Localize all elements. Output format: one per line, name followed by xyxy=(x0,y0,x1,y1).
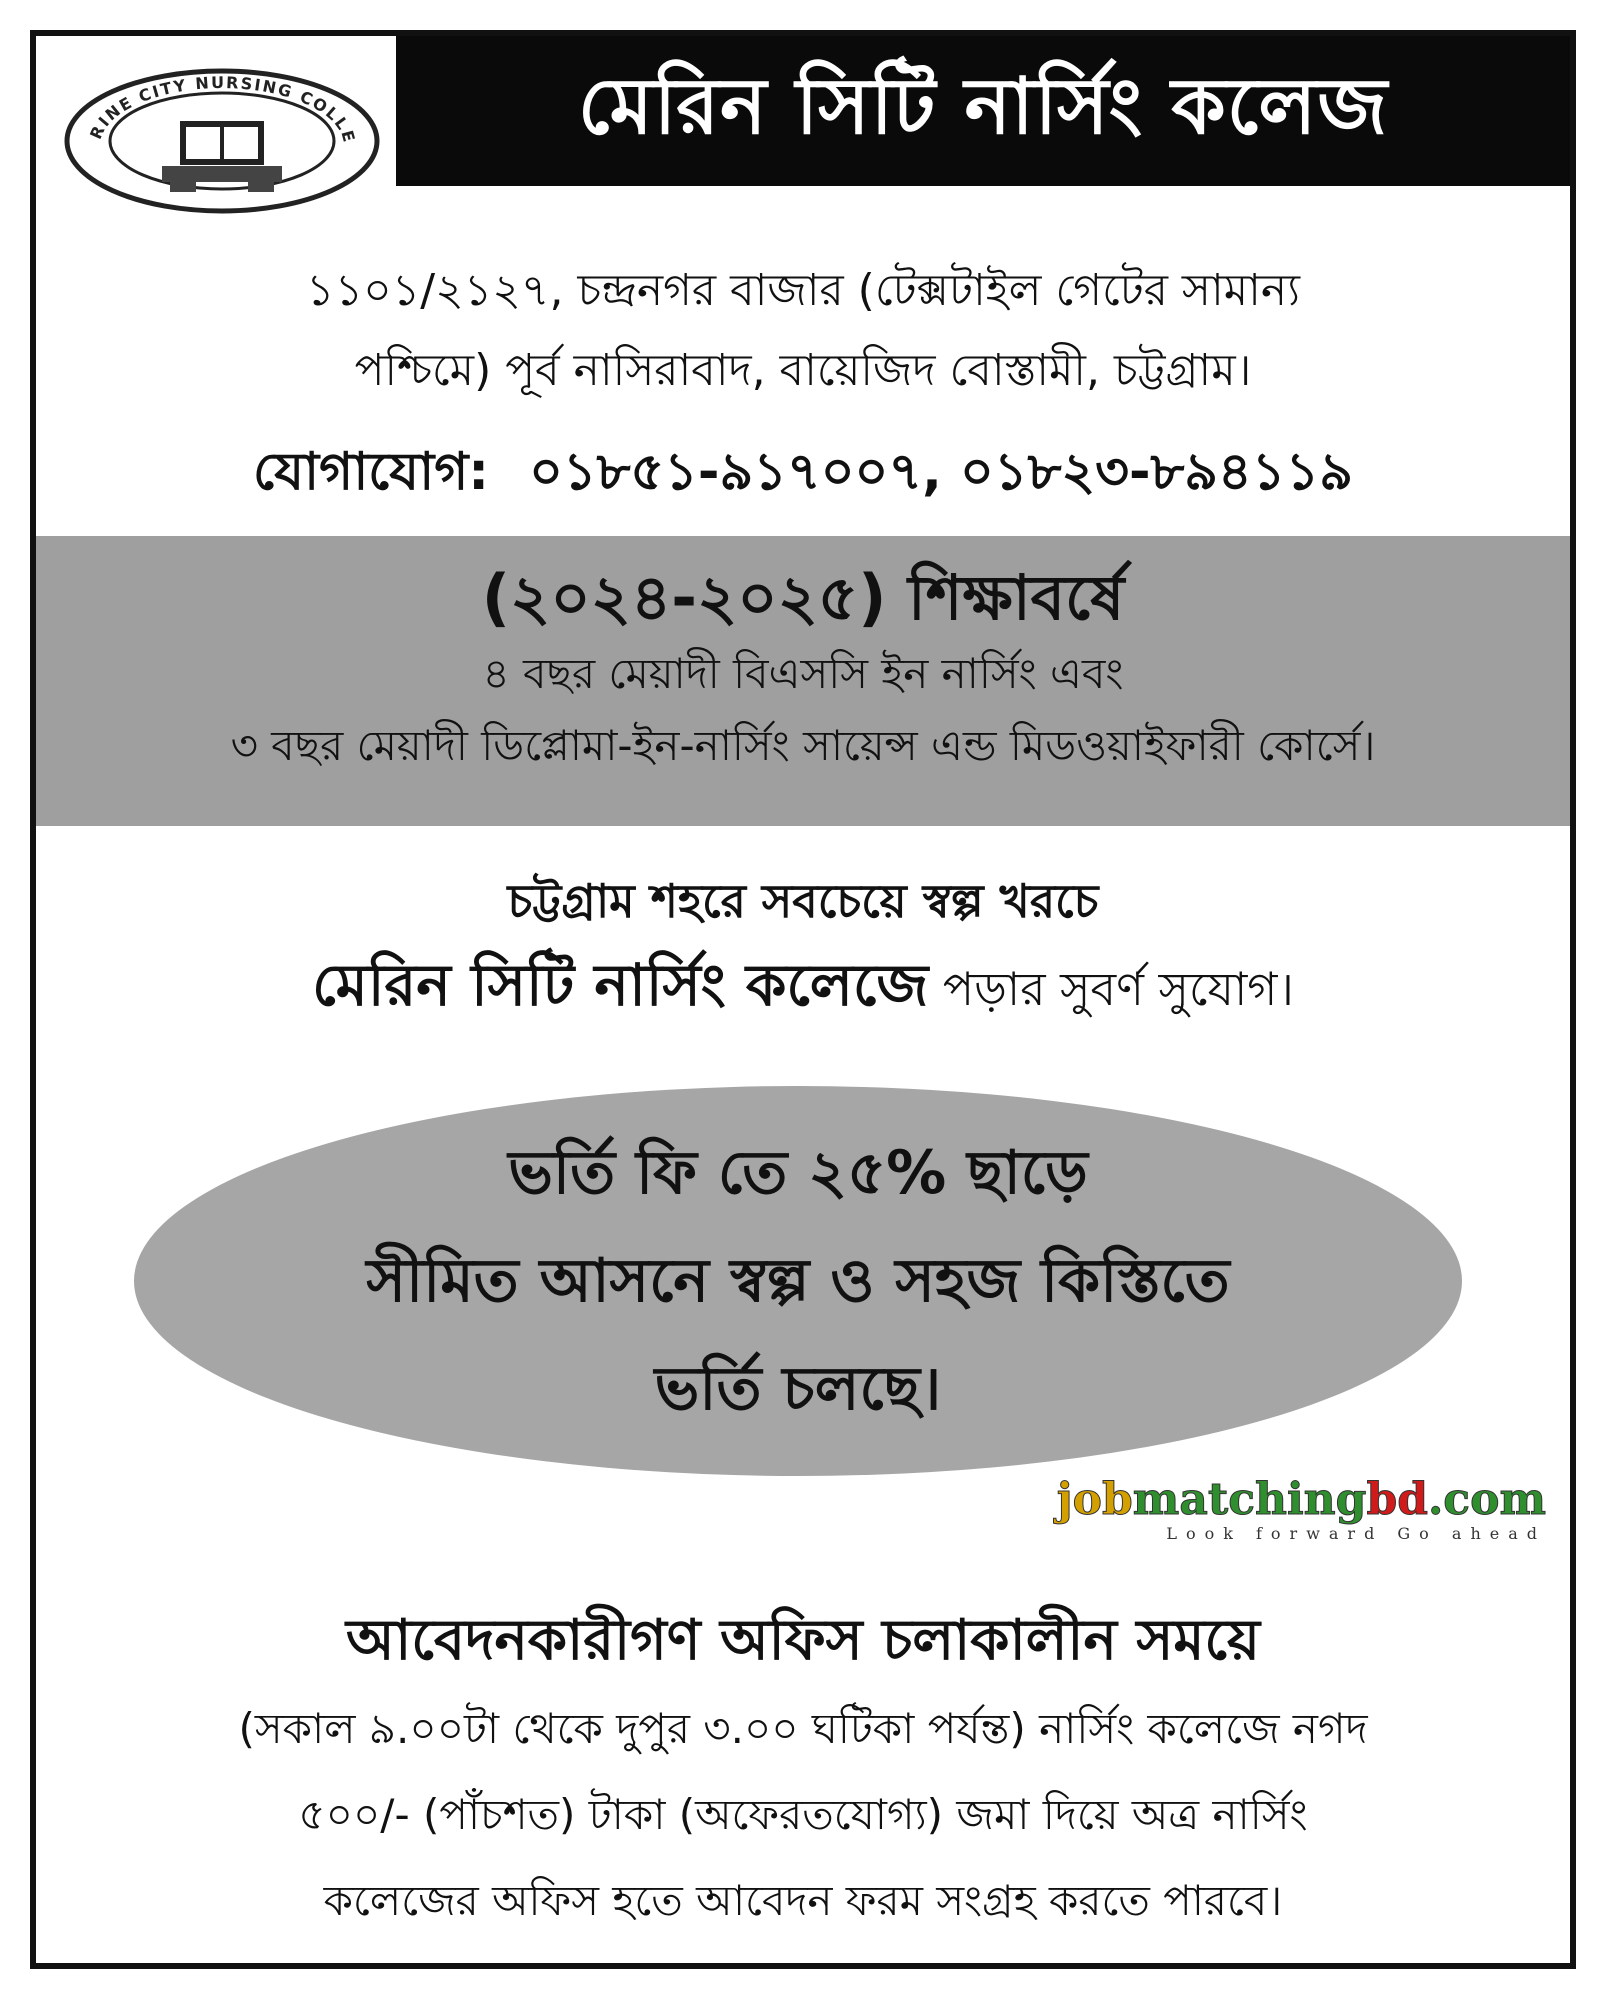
apply-line-3: কলেজের অফিস হতে আবেদন ফরম সংগ্রহ করতে পারবে। xyxy=(323,1876,1283,1925)
watermark-tagline: Look forward Go ahead xyxy=(1166,1524,1546,1543)
watermark-logo: jobmatchingbd.com xyxy=(1056,1474,1546,1525)
application-block xyxy=(66,1596,1540,1944)
contact-phones: ০১৮৫১-৯১৭০০৭, ০১৮২৩-৮৯৪১১৯ xyxy=(529,442,1353,502)
session-year: (২০২৪-২০২৫) শিক্ষাবর্ষে xyxy=(481,561,1125,634)
contact-label: যোগাযোগ: xyxy=(252,442,490,502)
title-bar xyxy=(396,36,1570,186)
apply-line-2: ৫০০/- (পাঁচশত) টাকা (অফেরতযোগ্য) জমা দিয়ে অত্র নার্সিং xyxy=(298,1790,1308,1839)
offer-ellipse xyxy=(134,1086,1462,1476)
promo-line-1: চট্টগ্রাম শহরে সবচেয়ে স্বল্প খরচে xyxy=(507,874,1099,928)
offer-line-3: ভর্তি চলছে। xyxy=(654,1354,942,1424)
offer-line-2: সীমিত আসনে স্বল্প ও সহজ কিস্তিতে xyxy=(366,1246,1230,1316)
apply-heading: আবেদনকারীগণ অফিস চলাকালীন সময়ে xyxy=(346,1608,1260,1673)
college-seal-icon xyxy=(62,66,392,216)
contact-row xyxy=(76,431,1530,518)
address-line-2: পশ্চিমে) পূর্ব নাসিরাবাদ, বায়েজিদ বোস্তামী, চট্টগ্রাম। xyxy=(354,345,1252,396)
promo-line-2 xyxy=(76,941,1530,1033)
advertisement-frame xyxy=(30,30,1576,1969)
address-line-1: ১১০১/২১২৭, চন্দ্রনগর বাজার (টেক্সটাইল গেটের সামান্য xyxy=(306,265,1300,316)
header xyxy=(36,36,1570,226)
offer-line-1: ভর্তি ফি তে ২৫% ছাড়ে xyxy=(508,1138,1088,1208)
page-title: মেরিন সিটি নার্সিং কলেজ xyxy=(577,62,1389,152)
course-line-1: ৪ বছর মেয়াদী বিএসসি ইন নার্সিং এবং xyxy=(482,649,1124,698)
address-block xyxy=(76,251,1530,411)
promo-opportunity: পড়ার সুবর্ণ সুযোগ। xyxy=(928,962,1294,1016)
course-line-2: ৩ বছর মেয়াদী ডিপ্লোমা-ইন-নার্সিং সায়েন্স এন্ড মিডওয়াইফারী কোর্সে। xyxy=(230,721,1376,770)
session-band xyxy=(36,536,1570,826)
promo-college-name: মেরিন সিটি নার্সিং কলেজে xyxy=(312,951,929,1019)
apply-line-1: (সকাল ৯.০০টা থেকে দুপুর ৩.০০ ঘটিকা পর্যন্ত) নার্সিং কলেজে নগদ xyxy=(238,1704,1368,1753)
seal-text: RINE CITY NURSING COLLE xyxy=(86,72,360,146)
promo-block xyxy=(76,861,1530,1033)
watermark xyxy=(986,1476,1546,1544)
